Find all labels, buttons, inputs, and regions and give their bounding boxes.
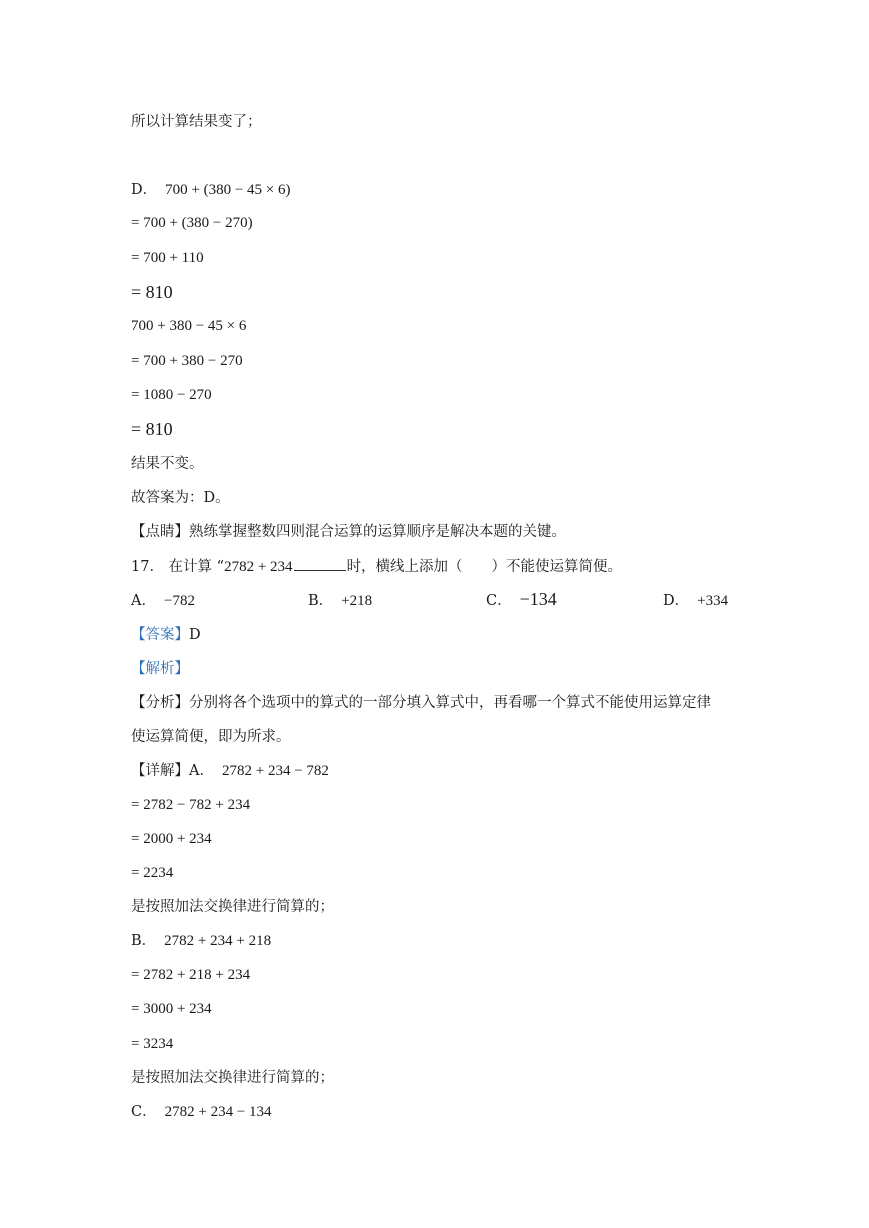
option-b: [308, 591, 372, 611]
option-value: −134: [519, 589, 557, 609]
text-line: 是按照加法交换律进行简算的；: [131, 899, 334, 915]
detail-c: [131, 1102, 272, 1122]
question-expression: 2782 + 234: [224, 559, 293, 575]
math-line: = 3234: [131, 1036, 174, 1052]
option-label: C．: [131, 1104, 157, 1120]
option-a: [131, 591, 195, 611]
analysis-tag: 【解析】: [131, 661, 189, 677]
answer-value: D: [189, 627, 201, 643]
option-label: D．: [131, 182, 158, 198]
math-expression: 700 + (380 − 45 × 6): [165, 182, 291, 198]
math-line: = 2000 + 234: [131, 831, 212, 847]
question-prefix: 17． 在计算 “: [131, 559, 225, 575]
option-value: −782: [163, 593, 195, 609]
option-label: B．: [308, 593, 334, 609]
math-expression: 2782 + 234 + 218: [164, 933, 272, 949]
option-d-expression: [131, 180, 291, 200]
math-line: = 700 + (380 − 270): [131, 215, 253, 231]
text-line: 结果不变。: [131, 456, 204, 472]
option-label: D．: [663, 593, 690, 609]
math-line: = 2782 − 782 + 234: [131, 797, 251, 813]
key-point-line: 【点睛】熟练掌握整数四则混合运算的运算顺序是解决本题的关键。: [131, 524, 566, 540]
math-line: = 2782 + 218 + 234: [131, 967, 251, 983]
math-line: = 700 + 380 − 270: [131, 353, 243, 369]
option-label: B．: [131, 933, 157, 949]
question-suffix: 时，横线上添加（ ）不能使运算简便。: [346, 559, 623, 575]
detail-b: [131, 931, 271, 951]
math-line: = 810: [131, 282, 173, 302]
math-line: = 2234: [131, 865, 174, 881]
analysis-text: 【分析】分别将各个选项中的算式的一部分填入算式中，再看哪一个算式不能使用运算定律: [131, 695, 711, 711]
option-value: +334: [697, 593, 729, 609]
math-expression: 2782 + 234 − 134: [164, 1104, 272, 1120]
math-line: = 700 + 110: [131, 250, 204, 266]
text-line: 所以计算结果变了；: [131, 114, 262, 130]
option-c: [486, 589, 557, 611]
answer-tag: 【答案】: [131, 627, 189, 643]
math-expression: 2782 + 234 − 782: [221, 763, 329, 779]
option-value: +218: [341, 593, 373, 609]
answer-line: [131, 625, 201, 645]
math-line: = 1080 − 270: [131, 387, 212, 403]
math-line: 700 + 380 − 45 × 6: [131, 318, 247, 334]
detail-a: [131, 761, 329, 781]
option-label: C．: [486, 593, 512, 609]
option-d: [663, 591, 728, 611]
math-line: = 3000 + 234: [131, 1001, 212, 1017]
text-line: 故答案为：D。: [131, 490, 230, 506]
text-line: 是按照加法交换律进行简算的；: [131, 1070, 334, 1086]
math-line: = 810: [131, 419, 173, 439]
option-label: A．: [131, 593, 156, 609]
question-17: [131, 556, 622, 577]
answer-blank: [294, 556, 346, 571]
detail-label: 【详解】A．: [131, 763, 214, 779]
analysis-text: 使运算简便，即为所求。: [131, 729, 291, 745]
